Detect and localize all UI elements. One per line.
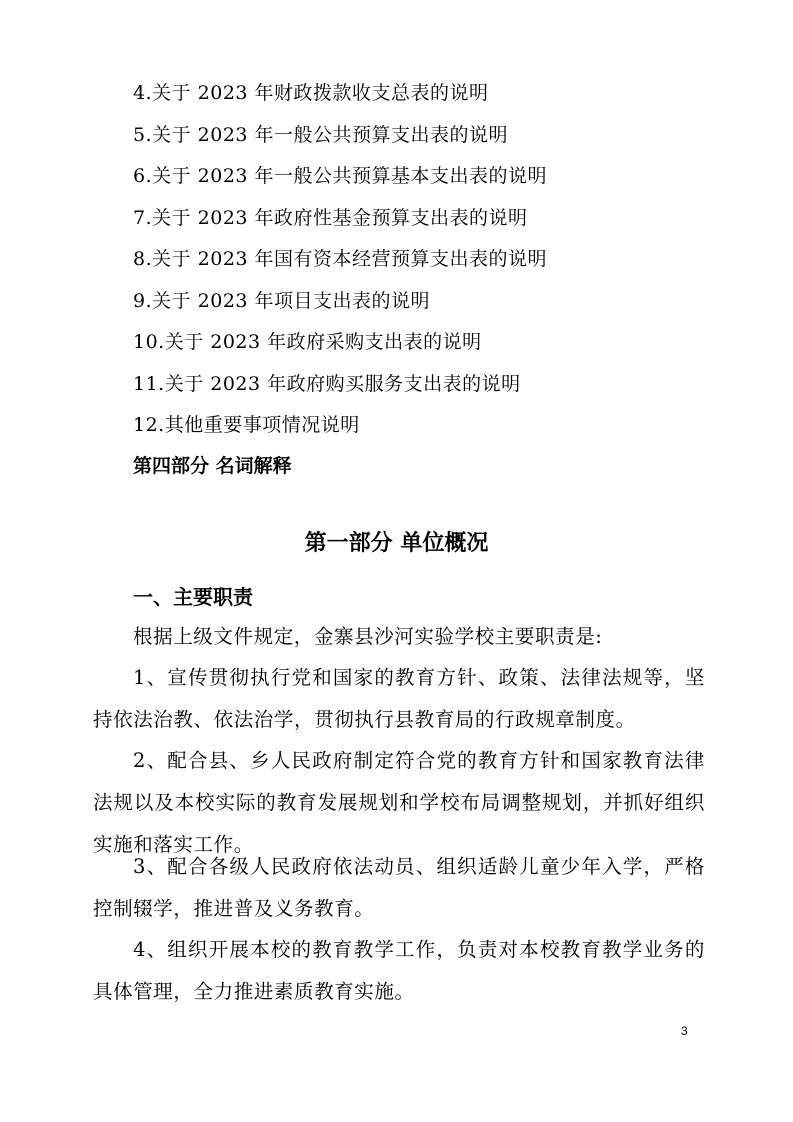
paragraph-intro: 根据上级文件规定，金寨县沙河实验学校主要职责是: — [133, 625, 603, 648]
part4-heading: 第四部分 名词解释 — [133, 455, 292, 477]
section-title: 第一部分 单位概况 — [304, 531, 489, 556]
paragraph-duty-1: 1、宣传贯彻执行党和国家的教育方针、政策、法律法规等，坚持依法治教、依法治学，贯彻执行县教育局的行政规章制度。 — [93, 666, 705, 731]
toc-item: 11.关于 2023 年政府购买服务支出表的说明 — [133, 373, 521, 395]
paragraph-duty-3: 3、配合各级人民政府依法动员、组织适龄儿童少年入学，严格控制辍学，推进普及义务教育。 — [93, 855, 705, 920]
toc-item: 7.关于 2023 年政府性基金预算支出表的说明 — [133, 207, 528, 229]
toc-item: 12.其他重要事项情况说明 — [133, 414, 360, 436]
page-number: 3 — [681, 1024, 688, 1038]
toc-item: 8.关于 2023 年国有资本经营预算支出表的说明 — [133, 248, 548, 270]
toc-item: 5.关于 2023 年一般公共预算支出表的说明 — [133, 124, 509, 146]
toc-item: 6.关于 2023 年一般公共预算基本支出表的说明 — [133, 165, 548, 187]
paragraph-duty-2: 2、配合县、乡人民政府制定符合党的教育方针和国家教育法律法规以及本校实际的教育发展规划和学校布局调整规划，并抓好组织实施和落实工作。 — [93, 749, 705, 856]
toc-item: 10.关于 2023 年政府采购支出表的说明 — [133, 331, 482, 353]
toc-item: 9.关于 2023 年项目支出表的说明 — [133, 290, 431, 312]
toc-item: 4.关于 2023 年财政拨款收支总表的说明 — [133, 82, 489, 104]
section-subheading: 一、主要职责 — [133, 585, 253, 609]
paragraph-duty-4: 4、组织开展本校的教育教学工作，负责对本校教育教学业务的具体管理，全力推进素质教育实施。 — [93, 938, 705, 1003]
